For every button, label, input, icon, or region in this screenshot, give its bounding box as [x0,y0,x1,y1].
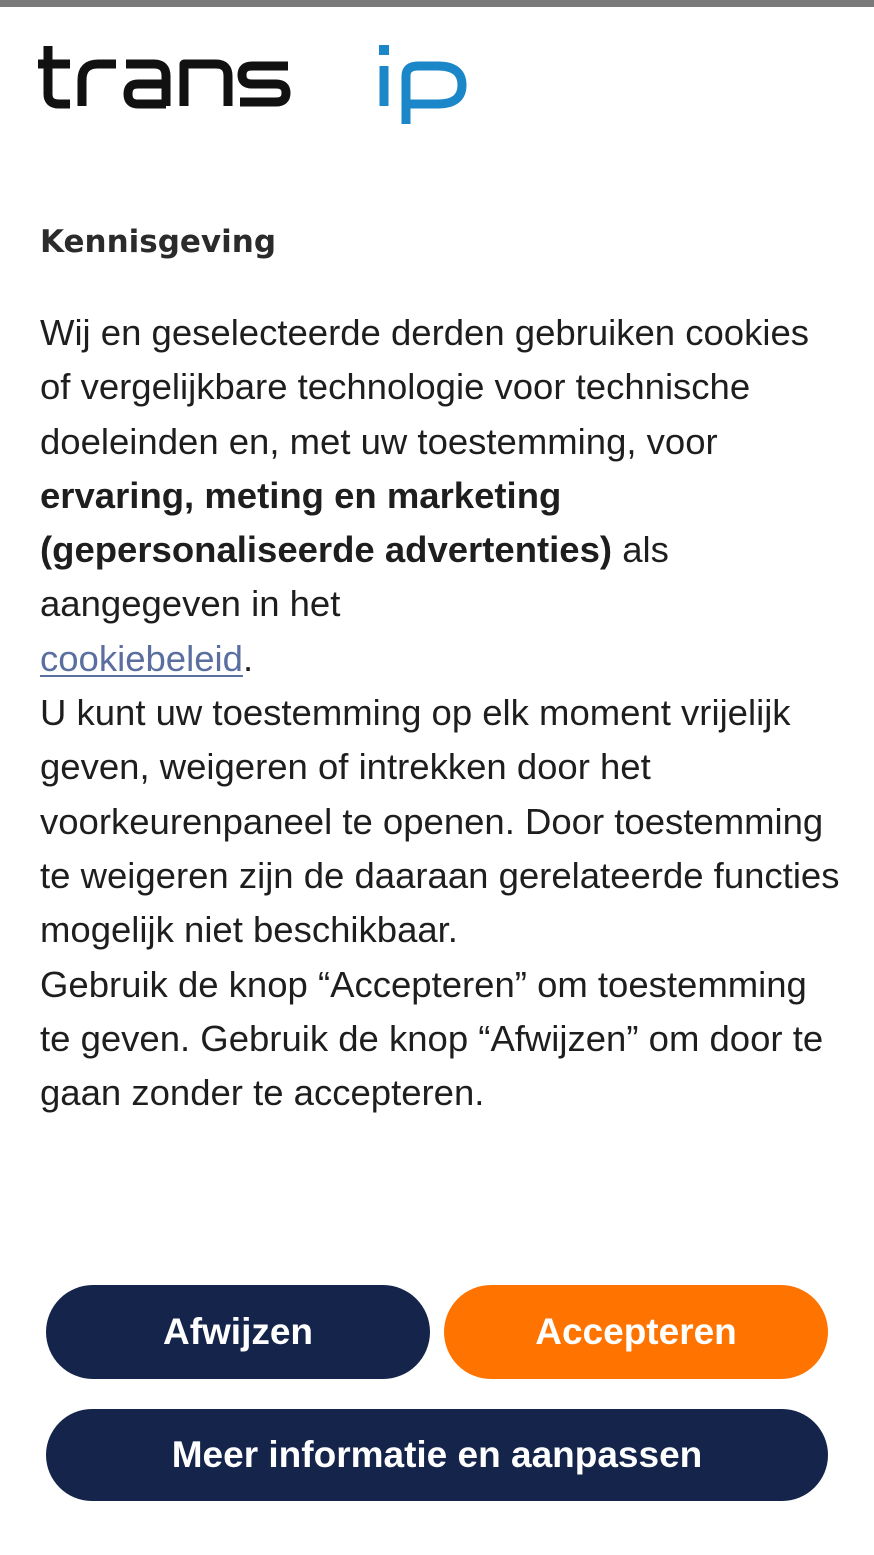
accept-button[interactable]: Accepteren [444,1285,828,1379]
transip-logo-image [38,40,478,130]
notice-after-bold-text: als aangegeven in het [40,529,669,625]
notice-purposes-bold: ervaring, meting en marketing (gepersonaliseerde advertenties) [40,474,613,571]
notice-paragraph-buttons-help: Gebruik de knop “Accepteren” om toestemming te geven. Gebruik de knop “Afwijzen” om door te gaan zonder te accepteren. [40,963,824,1114]
notice-title: Kennisgeving [40,224,277,260]
reject-button[interactable]: Afwijzen [46,1285,430,1379]
notice-body [40,306,840,1120]
transip-logo [38,40,478,130]
more-info-customize-button[interactable]: Meer informatie en aanpassen [46,1409,828,1501]
top-bar [0,0,874,7]
notice-period: . [242,637,254,679]
notice-intro-text: Wij en geselecteerde derden gebruiken cookies of vergelijkbare technologie voor technische doeleinden en, met uw toestemming, voor [40,312,809,462]
notice-paragraph-withdraw: U kunt uw toestemming op elk moment vrijelijk geven, weigeren of intrekken door het voorkeurenpaneel te openen. Door toestemming te weigeren zijn de daaraan gerelateerde functies mogelijk niet beschikbaar. [40,692,840,951]
cookie-policy-link[interactable]: cookiebeleid [40,637,243,679]
notice-paragraph-consent [40,306,840,686]
